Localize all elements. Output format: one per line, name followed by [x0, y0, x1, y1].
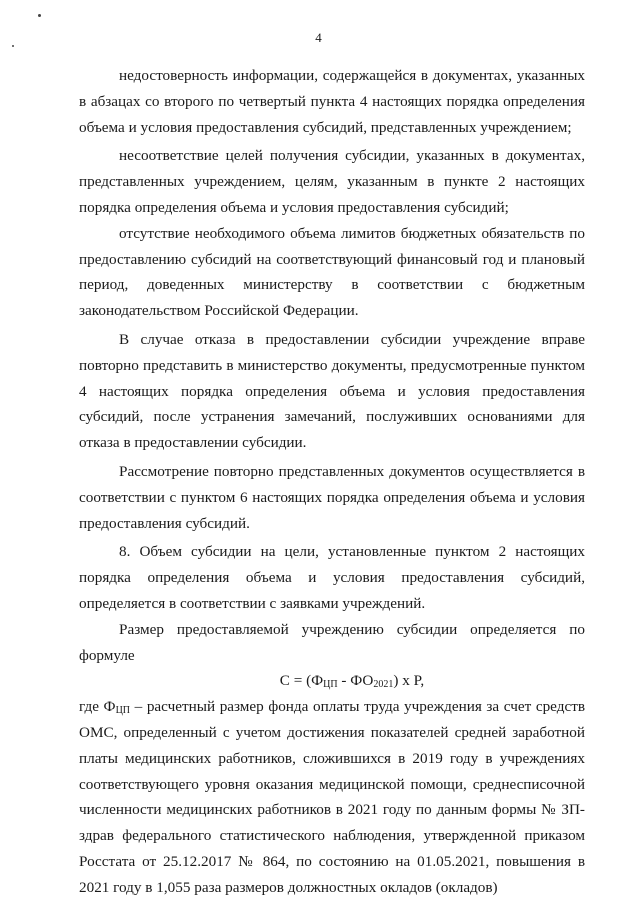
- paragraph: недостоверность информации, содержащейся в документах, указанных в абзацах со второго по четвертый пункта 4 настоящих порядка определения объема и условия предоставления субсидий, представленных учреждением;: [79, 67, 585, 136]
- page-number: 4: [315, 30, 322, 45]
- paragraph: Рассмотрение повторно представленных документов осуществляется в соответствии с пунктом 6 настоящих порядка определения объема и условия предоставления субсидий.: [79, 462, 585, 532]
- definition-text: – расчетный размер фонда оплаты труда учреждения за счет средств ОМС, определенный с учетом достижения показателей средней заработной платы медицинских работников, сложившихся в 2019 году в учреждениях соответствующего уровня оказания медицинской помощи, среднесписочной численности медицинских работников в 2021 году по данным формы № ЗП-здрав федерального статистического наблюдения, утвержденной приказом Росстата от 25.12.2017 № 864, по состоянию на 01.05.2021, повышения в 2021 году в 1,055 раза размеров должностных окладов (окладов): [79, 698, 585, 896]
- scan-speck: [38, 14, 41, 17]
- definition-paragraph: [79, 694, 585, 900]
- formula: [79, 668, 585, 694]
- document-body: [79, 63, 585, 901]
- paragraph: 8. Объем субсидии на цели, установленные пунктом 2 настоящих порядка определения объема и условия предоставления субсидий, определяется в соответствии с заявками учреждений.: [79, 543, 585, 612]
- paragraph: несоответствие целей получения субсидии, указанных в документах, представленных учреждением, целям, указанным в пункте 2 настоящих порядка определения объема и условия предоставления субсидий;: [79, 147, 585, 216]
- definition-lead: где Ф: [79, 698, 116, 716]
- formula-part: - ФО: [337, 672, 374, 690]
- paragraph: В случае отказа в предоставлении субсидии учреждение вправе повторно представить в министерство документы, предусмотренные пунктом 4 настоящих порядка определения объема и условия предоставления субсидий, после устранения замечаний, послуживших основаниями для отказа в предоставлении субсидии.: [79, 330, 585, 452]
- formula-part: C = (Ф: [279, 672, 324, 690]
- paragraph: отсутствие необходимого объема лимитов бюджетных обязательств по предоставлению субсидий на соответствующий финансовый год и плановый период, доведенных министерству в соответствии с бюджетным законодательством Российской Федерации.: [79, 224, 585, 320]
- paragraph: Размер предоставляемой учреждению субсидии определяется по формуле: [79, 620, 585, 664]
- formula-part: ) х P,: [393, 672, 425, 690]
- formula-subscript: ЦП: [323, 679, 338, 691]
- formula-subscript: 2021: [373, 679, 394, 691]
- definition-subscript: ЦП: [115, 705, 131, 717]
